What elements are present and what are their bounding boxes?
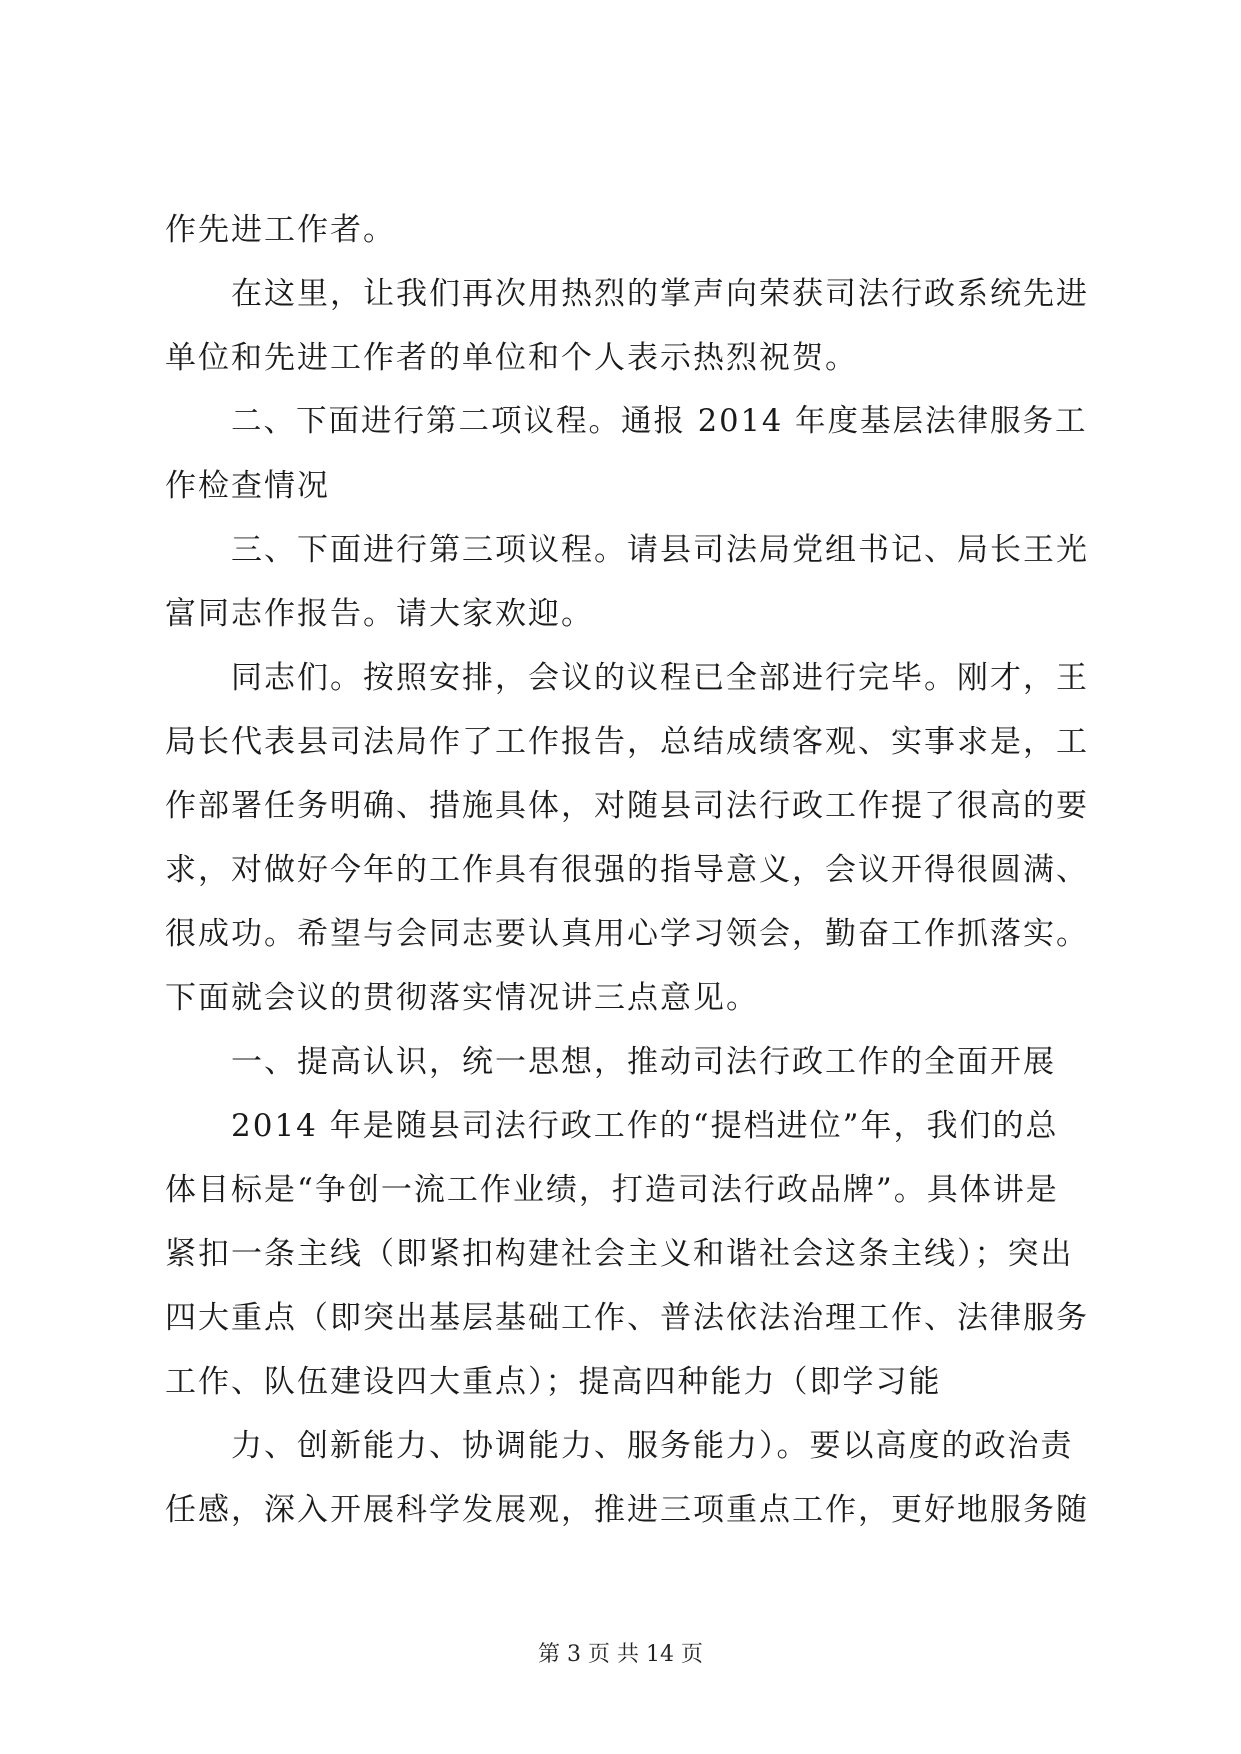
text-line: 作部署任务明确、措施具体，对随县司法行政工作提了很高的要 bbox=[165, 788, 1089, 824]
text-line: 体目标是“争创一流工作业绩，打造司法行政品牌”。具体讲是 bbox=[165, 1172, 1059, 1208]
text-line: 同志们。按照安排，会议的议程已全部进行完毕。刚才，王 bbox=[231, 660, 1089, 696]
text-line: 力、创新能力、协调能力、服务能力）。要以高度的政治责 bbox=[231, 1428, 1074, 1464]
text-line: 局长代表县司法局作了工作报告，总结成绩客观、实事求是，工 bbox=[165, 724, 1089, 760]
text-line: 单位和先进工作者的单位和个人表示热烈祝贺。 bbox=[165, 340, 858, 376]
page-number-footer: 第 3 页 共 14 页 bbox=[538, 1642, 703, 1667]
text-line: 在这里，让我们再次用热烈的掌声向荣获司法行政系统先进 bbox=[231, 276, 1089, 312]
text-line: 工作、队伍建设四大重点）；提高四种能力（即学习能 bbox=[165, 1364, 942, 1400]
text-line: 富同志作报告。请大家欢迎。 bbox=[165, 596, 594, 632]
text-line: 二、下面进行第二项议程。通报 2014 年度基层法律服务工 bbox=[231, 404, 1088, 439]
text-line: 2014 年是随县司法行政工作的“提档进位”年，我们的总 bbox=[231, 1108, 1059, 1144]
text-line: 很成功。希望与会同志要认真用心学习领会，勤奋工作抓落实。 bbox=[165, 916, 1089, 952]
text-line: 四大重点（即突出基层基础工作、普法依法治理工作、法律服务 bbox=[165, 1300, 1089, 1336]
text-line: 任感，深入开展科学发展观，推进三项重点工作，更好地服务随 bbox=[165, 1492, 1089, 1528]
text-line: 求，对做好今年的工作具有很强的指导意义，会议开得很圆满、 bbox=[165, 852, 1089, 888]
text-line: 作检查情况 bbox=[165, 468, 330, 504]
section-heading: 一、提高认识，统一思想，推动司法行政工作的全面开展 bbox=[231, 1044, 1056, 1080]
text-line: 紧扣一条主线（即紧扣构建社会主义和谐社会这条主线）；突出 bbox=[165, 1236, 1074, 1272]
text-line: 作先进工作者。 bbox=[165, 212, 396, 248]
text-line: 下面就会议的贯彻落实情况讲三点意见。 bbox=[165, 980, 759, 1016]
text-line: 三、下面进行第三项议程。请县司法局党组书记、局长王光 bbox=[231, 532, 1089, 568]
document-body bbox=[165, 198, 1095, 1542]
